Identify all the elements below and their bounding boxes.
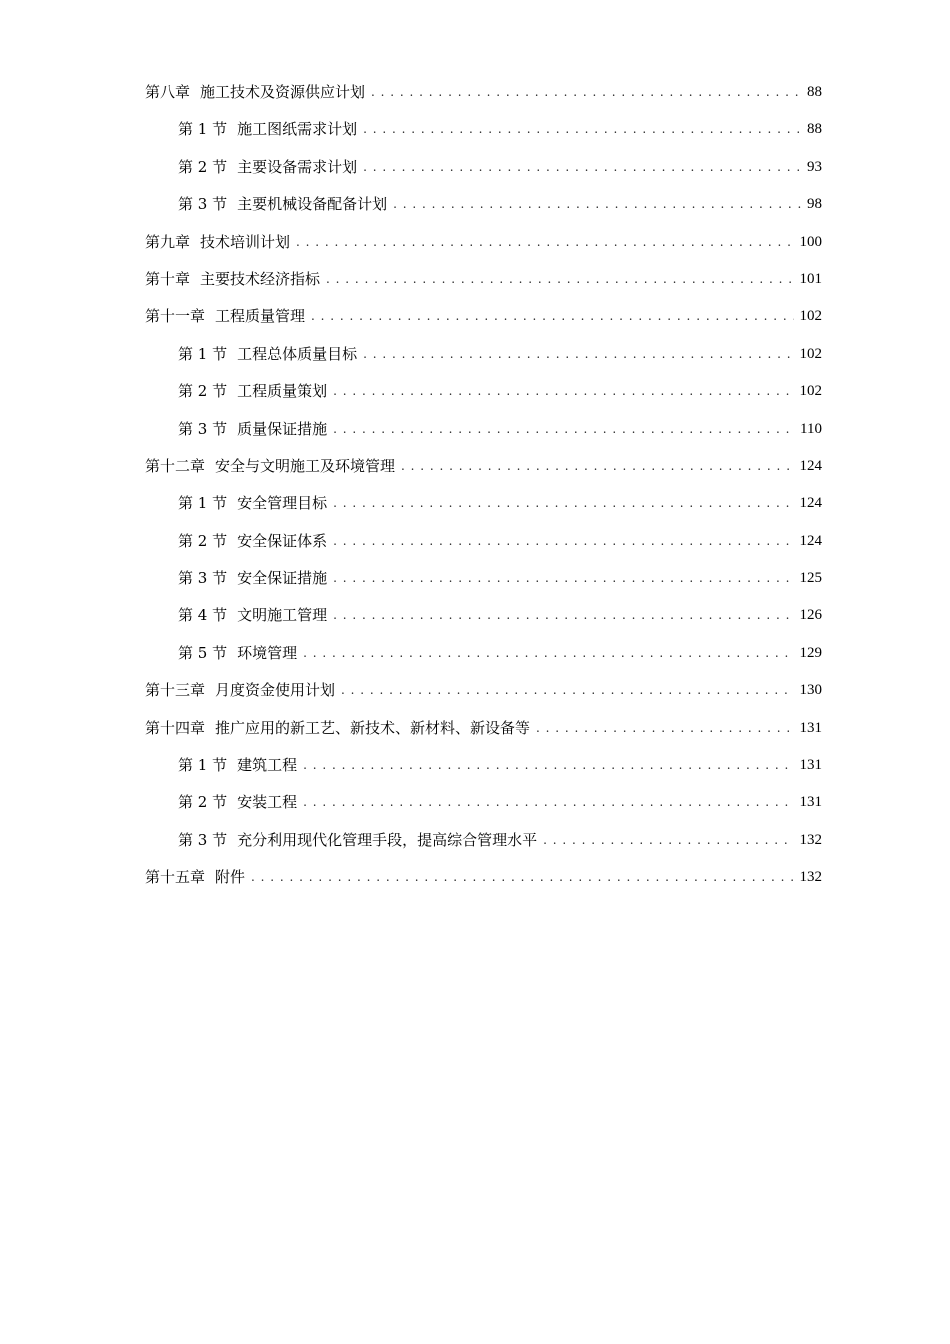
- toc-entry-title: 施工图纸需求计划: [237, 120, 358, 139]
- toc-entry-title: 文明施工管理: [237, 606, 328, 625]
- toc-page-number: 131: [799, 757, 822, 774]
- toc-chapter-entry[interactable]: [145, 74, 822, 111]
- toc-dot-leader: [363, 336, 793, 373]
- toc-chapter-entry[interactable]: [145, 298, 822, 335]
- toc-page-number: 130: [799, 682, 822, 699]
- toc-page-number: 102: [799, 308, 822, 325]
- toc-dot-leader: [333, 485, 793, 522]
- toc-entry-number: 第 2 节: [178, 157, 228, 176]
- toc-entry-title: 技术培训计划: [200, 232, 291, 251]
- toc-section-entry[interactable]: [145, 635, 822, 672]
- toc-page-number: 102: [799, 345, 822, 362]
- toc-entry-title: 施工技术及资源供应计划: [200, 82, 366, 101]
- toc-entry-number: 第 1 节: [178, 120, 228, 139]
- toc-entry-title: 安全保证体系: [237, 531, 328, 550]
- toc-entry-number: 第十二章: [145, 456, 206, 475]
- toc-chapter-entry[interactable]: [145, 448, 822, 485]
- toc-entry-number: 第 2 节: [178, 531, 228, 550]
- toc-section-entry[interactable]: [145, 186, 822, 223]
- toc-entry-number: 第十一章: [145, 307, 206, 326]
- toc-dot-leader: [371, 74, 801, 111]
- toc-entry-title: 安全保证措施: [237, 569, 328, 588]
- toc-entry-title: 推广应用的新工艺、新技术、新材料、新设备等: [215, 718, 531, 737]
- toc-entry-title: 工程质量管理: [215, 307, 306, 326]
- toc-page-number: 100: [799, 233, 822, 250]
- toc-dot-leader: [251, 859, 793, 896]
- toc-section-entry[interactable]: [145, 822, 822, 859]
- toc-dot-leader: [303, 747, 793, 784]
- toc-page-number: 129: [799, 644, 822, 661]
- toc-chapter-entry[interactable]: [145, 672, 822, 709]
- toc-entry-title: 环境管理: [237, 643, 298, 662]
- toc-page-number: 93: [807, 158, 822, 175]
- toc-page-number: 102: [799, 383, 822, 400]
- toc-entry-title: 月度资金使用计划: [215, 681, 336, 700]
- toc-entry-number: 第 5 节: [178, 643, 228, 662]
- toc-section-entry[interactable]: [145, 784, 822, 821]
- toc-page-number: 125: [799, 570, 822, 587]
- toc-section-entry[interactable]: [145, 560, 822, 597]
- toc-dot-leader: [363, 111, 801, 148]
- toc-dot-leader: [536, 710, 793, 747]
- toc-dot-leader: [401, 448, 793, 485]
- toc-page-number: 132: [799, 869, 822, 886]
- toc-chapter-entry[interactable]: [145, 224, 822, 261]
- toc-entry-number: 第 1 节: [178, 344, 228, 363]
- toc-page-number: 131: [799, 794, 822, 811]
- toc-dot-leader: [311, 298, 793, 335]
- toc-section-entry[interactable]: [145, 747, 822, 784]
- toc-dot-leader: [333, 523, 793, 560]
- toc-entry-title: 质量保证措施: [237, 419, 328, 438]
- toc-entry-number: 第八章: [145, 82, 191, 101]
- toc-entry-number: 第 1 节: [178, 756, 228, 775]
- toc-page-number: 124: [799, 532, 822, 549]
- toc-dot-leader: [333, 560, 793, 597]
- toc-dot-leader: [363, 149, 801, 186]
- toc-entry-title: 安装工程: [237, 793, 298, 812]
- toc-entry-title: 建筑工程: [237, 756, 298, 775]
- toc-entry-number: 第 3 节: [178, 830, 228, 849]
- toc-entry-title: 安全与文明施工及环境管理: [215, 456, 396, 475]
- toc-page-number: 132: [799, 831, 822, 848]
- toc-entry-number: 第十章: [145, 269, 191, 288]
- toc-entry-number: 第 3 节: [178, 419, 228, 438]
- toc-page-number: 88: [807, 121, 822, 138]
- toc-page-number: 98: [807, 196, 822, 213]
- toc-page-number: 126: [799, 607, 822, 624]
- toc-entry-number: 第十四章: [145, 718, 206, 737]
- toc-page-number: 110: [800, 420, 822, 437]
- toc-entry-number: 第 2 节: [178, 382, 228, 401]
- toc-section-entry[interactable]: [145, 149, 822, 186]
- toc-chapter-entry[interactable]: [145, 261, 822, 298]
- toc-section-entry[interactable]: [145, 597, 822, 634]
- toc-entry-number: 第十三章: [145, 681, 206, 700]
- toc-entry-title: 工程总体质量目标: [237, 344, 358, 363]
- toc-entry-number: 第 1 节: [178, 494, 228, 513]
- toc-entry-title: 安全管理目标: [237, 494, 328, 513]
- toc-page-number: 88: [807, 83, 822, 100]
- toc-entry-title: 工程质量策划: [237, 382, 328, 401]
- toc-section-entry[interactable]: [145, 336, 822, 373]
- toc-page-number: 101: [799, 270, 822, 287]
- toc-dot-leader: [296, 224, 793, 261]
- toc-chapter-entry[interactable]: [145, 859, 822, 896]
- toc-entry-title: 充分利用现代化管理手段，提高综合管理水平: [237, 830, 538, 849]
- toc-dot-leader: [393, 186, 801, 223]
- toc-dot-leader: [333, 373, 793, 410]
- toc-dot-leader: [341, 672, 793, 709]
- toc-entry-number: 第 4 节: [178, 606, 228, 625]
- toc-entry-title: 主要技术经济指标: [200, 269, 321, 288]
- toc-dot-leader: [326, 261, 793, 298]
- toc-chapter-entry[interactable]: [145, 710, 822, 747]
- toc-entry-number: 第 3 节: [178, 569, 228, 588]
- toc-page-number: 124: [799, 457, 822, 474]
- toc-section-entry[interactable]: [145, 411, 822, 448]
- toc-section-entry[interactable]: [145, 111, 822, 148]
- toc-section-entry[interactable]: [145, 373, 822, 410]
- toc-dot-leader: [333, 597, 793, 634]
- toc-dot-leader: [333, 411, 794, 448]
- table-of-contents: [145, 74, 822, 897]
- toc-dot-leader: [543, 822, 793, 859]
- toc-section-entry[interactable]: [145, 523, 822, 560]
- toc-dot-leader: [303, 635, 793, 672]
- toc-entry-number: 第十五章: [145, 868, 206, 887]
- toc-page-number: 124: [799, 495, 822, 512]
- toc-entry-title: 主要设备需求计划: [237, 157, 358, 176]
- toc-entry-title: 主要机械设备配备计划: [237, 195, 388, 214]
- toc-entry-number: 第 3 节: [178, 195, 228, 214]
- toc-entry-title: 附件: [215, 868, 246, 887]
- toc-section-entry[interactable]: [145, 485, 822, 522]
- toc-entry-number: 第九章: [145, 232, 191, 251]
- toc-entry-number: 第 2 节: [178, 793, 228, 812]
- toc-dot-leader: [303, 784, 793, 821]
- toc-page-number: 131: [799, 719, 822, 736]
